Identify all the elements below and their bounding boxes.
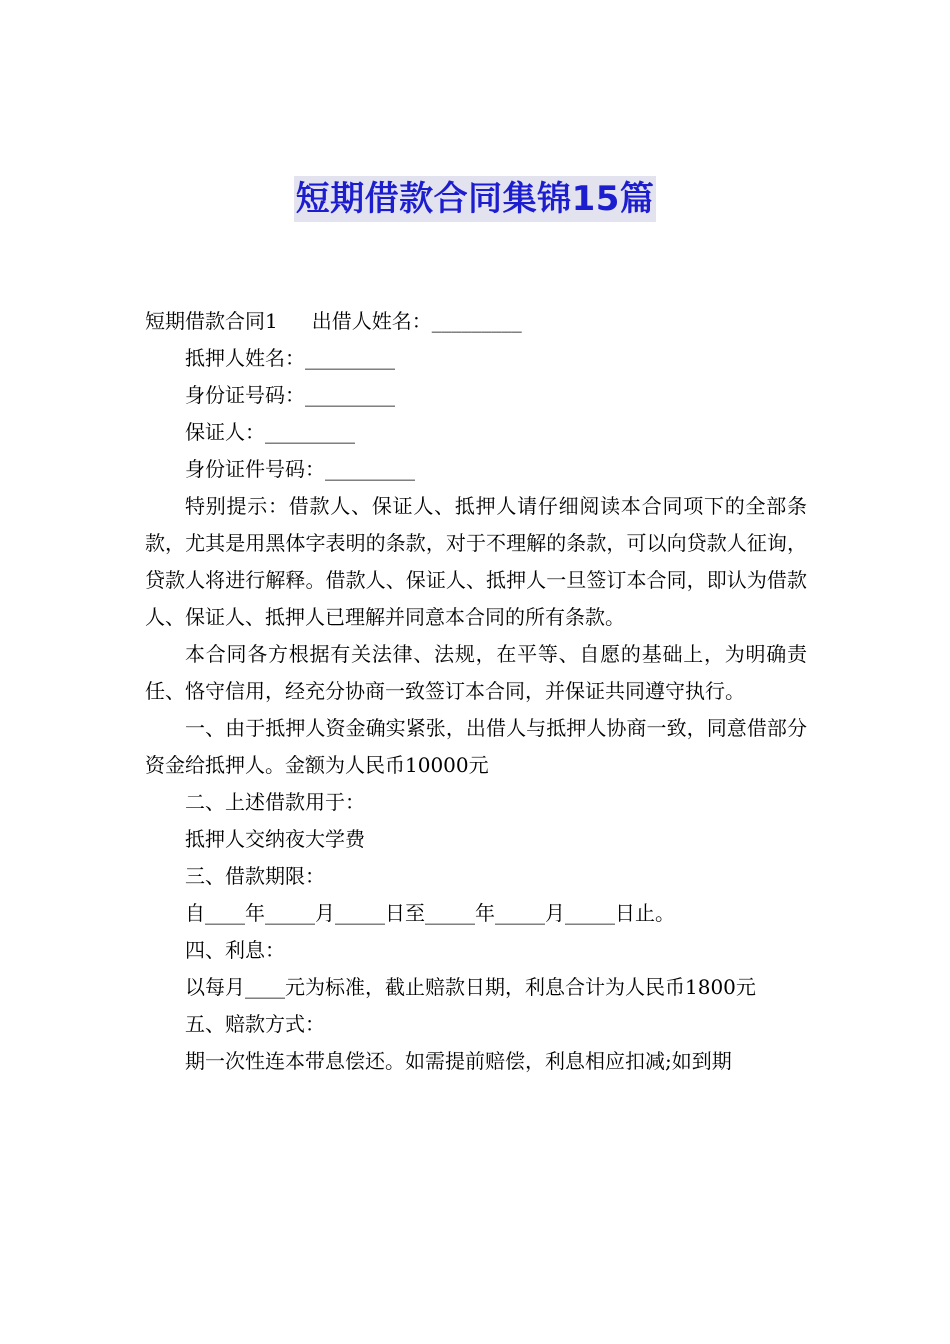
- guarantor-field: 保证人：_________: [185, 420, 355, 444]
- clause-2-heading: 二、上述借款用于：: [185, 790, 365, 814]
- clause-1-paragraph: 一、由于抵押人资金确实紧张，出借人与抵押人协商一致，同意借部分资金给抵押人。金额为人民币10000元: [145, 716, 807, 777]
- document-title: 短期借款合同集锦15篇: [294, 176, 657, 222]
- mortgagor-name-field: 抵押人姓名：_________: [185, 346, 395, 370]
- interest-text: 以每月____元为标准，截止赔款日期，利息合计为人民币1800元: [185, 975, 756, 999]
- clause-5-heading: 五、赔款方式：: [185, 1012, 325, 1036]
- repayment-method-text: 期一次性连本带息偿还。如需提前赔偿，利息相应扣减;如到期: [185, 1049, 732, 1073]
- loan-purpose-text: 抵押人交纳夜大学费: [185, 827, 365, 851]
- special-notice-paragraph: 特别提示：借款人、保证人、抵押人请仔细阅读本合同项下的全部条款，尤其是用黑体字表明的条款，对于不理解的条款，可以向贷款人征询，贷款人将进行解释。借款人、保证人、抵押人一旦签订本合同，即认为借款人、保证人、抵押人已理解并同意本合同的所有条款。: [145, 494, 807, 629]
- document-body: [145, 303, 807, 1080]
- id-document-number-field: 身份证件号码：_________: [185, 457, 415, 481]
- loan-period-text: 自____年_____月_____日至_____年_____月_____日止。: [185, 901, 675, 925]
- agreement-basis-paragraph: 本合同各方根据有关法律、法规，在平等、自愿的基础上，为明确责任、恪守信用，经充分协商一致签订本合同，并保证共同遵守执行。: [145, 642, 807, 703]
- paragraph-contract-header: [145, 303, 807, 340]
- contract-number: 短期借款合同1: [145, 309, 278, 333]
- id-number-field: 身份证号码：_________: [185, 383, 395, 407]
- lender-name-field: 出借人姓名：_________: [311, 309, 522, 333]
- clause-3-heading: 三、借款期限：: [185, 864, 325, 888]
- title-container: [0, 176, 950, 222]
- clause-4-heading: 四、利息：: [185, 938, 285, 962]
